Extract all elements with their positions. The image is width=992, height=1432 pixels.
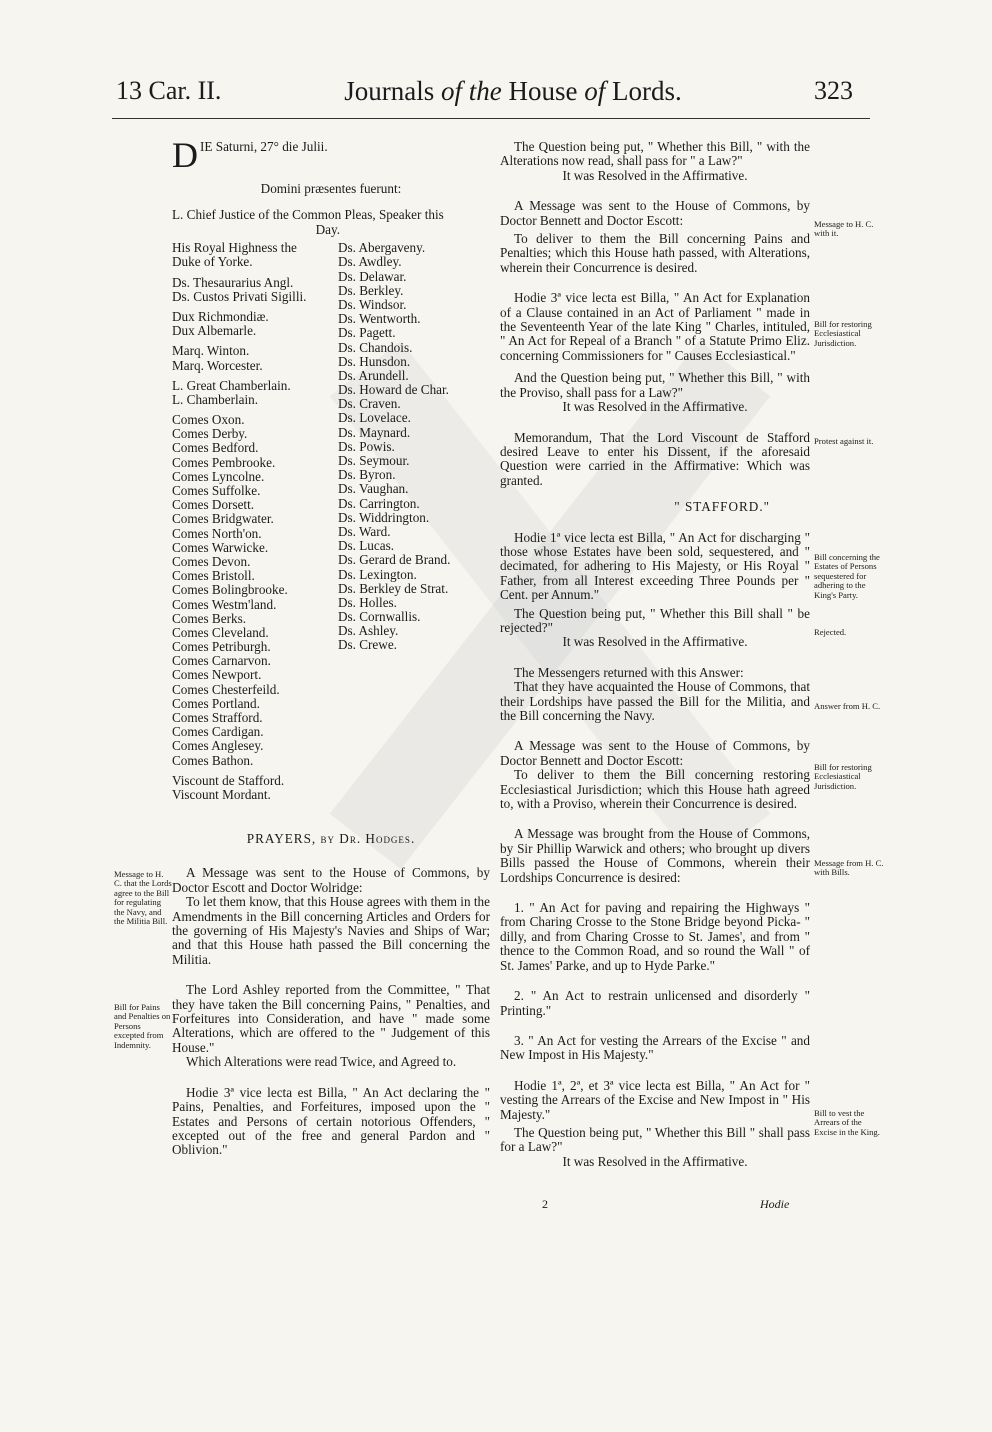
- paragraph: To deliver to them the Bill concerning restoring Ecclesiastical Jurisdiction; which this House hath agreed to, with a Proviso, wherein their Concurrence is desired.: [500, 767, 810, 812]
- paragraph: Hodie 3ª vice lecta est Billa, " An Act for Explanation of a Clause contained in an Act of Parliament " made in the Seventeenth Year of the late King " Charles, intituled, " An Act for Repeal of a Branch " of a Statute Primo Eliz. concerning Commissioners for " Causes Ecclesiastical.": [500, 290, 810, 363]
- lords-list-left: [172, 241, 338, 802]
- lord-name: Ds. Powis.: [338, 438, 395, 454]
- lord-name: Comes Berks.: [172, 610, 246, 626]
- page-header-title: [343, 76, 683, 107]
- lord-name: Ds. Hunsdon.: [338, 353, 411, 369]
- lord-name: Ds. Thesaurarius Angl.: [172, 274, 294, 290]
- lord-name: Comes Oxon.: [172, 412, 245, 428]
- lord-name: Comes Portland.: [172, 695, 260, 711]
- lord-name: Ds. Ward.: [338, 523, 391, 539]
- lord-name: Comes Strafford.: [172, 710, 263, 726]
- paragraph: That they have acquainted the House of Commons, that their Lordships have passed the Bill for the Militia, and the Bill concerning the Navy.: [500, 679, 810, 723]
- lord-name: Ds. Custos Privati Sigilli.: [172, 288, 307, 304]
- lord-name: Ds. Widdrington.: [338, 509, 430, 525]
- header-rule: [112, 118, 870, 119]
- page-header-left: 13 Car. II.: [116, 76, 222, 105]
- lord-name: Ds. Gerard de Brand.: [338, 552, 451, 568]
- date-line: [172, 135, 490, 175]
- lord-name: Ds. Ashley.: [338, 623, 399, 639]
- margin-note: Rejected.: [814, 627, 847, 637]
- lord-name: Ds. Vaughan.: [338, 481, 409, 497]
- lord-name: Comes Bathon.: [172, 752, 254, 768]
- lord-name: Comes Carnarvon.: [172, 653, 271, 669]
- paragraph: The Question being put, " Whether this Bill, " with the Alterations now read, shall pass for " a Law?": [500, 139, 810, 169]
- margin-note: Protest against it.: [814, 436, 874, 446]
- paragraph: To let them know, that this House agrees with them in the Amendments in the Bill concerning Articles and Orders for the governing of His Majesty's Navies and Ships of War; and that this House hath passed the Bill concerning the Militia.: [172, 894, 490, 967]
- paragraph: Hodie 1ª vice lecta est Billa, " An Act for discharging " those whose Estates have been sold, sequestered, and " decimated, for adhering to His Majesty, or His Royal " Father, from all Interest exceeding Three Pounds per " Cent. per Annum.": [500, 529, 810, 603]
- lord-name: Viscount de Stafford.: [172, 772, 285, 788]
- margin-note: Bill for Pains and Penalties on Persons excepted from Indemnity.: [114, 1002, 171, 1050]
- lord-name: Comes Suffolke.: [172, 483, 261, 499]
- paragraph: Which Alterations were read Twice, and Agreed to.: [186, 1054, 457, 1070]
- paragraph: Hodie 3ª vice lecta est Billa, " An Act declaring the " Pains, Penalties, and Forfeitures, imposed upon the " Estates and Persons of certain notorious Offenders, " excepted out of the free and general Pardon and " Oblivion.": [172, 1084, 490, 1158]
- lord-name: Dux Richmondiæ.: [172, 308, 269, 324]
- paragraph: 2. " An Act to restrain unlicensed and disorderly " Printing.": [500, 988, 810, 1018]
- lord-name: Marq. Winton.: [172, 343, 250, 359]
- present-heading: Domini præsentes fuerunt:: [260, 181, 402, 196]
- paragraph: The Lord Ashley reported from the Committee, " That they have taken the Bill concerning Pains, " Penalties, and Forfeitures into Consideration, and have " made some Alterations, which are offered to the " Judgement of this House.": [172, 982, 490, 1055]
- margin-note: Bill for restoring Ecclesiastical Jurisdiction.: [814, 319, 872, 348]
- lord-name: Viscount Mordant.: [172, 786, 271, 802]
- lords-list-right: [338, 241, 490, 802]
- lord-name: Comes Anglesey.: [172, 738, 264, 754]
- date-text: IE Saturni, 27° die Julii.: [200, 139, 328, 154]
- lord-name: Comes North'on.: [172, 525, 262, 541]
- lord-name: Comes Bolingbrooke.: [172, 582, 288, 598]
- margin-note: Answer from H. C.: [814, 701, 881, 711]
- prayers-heading: PRAYERS, by Dr. Hodges.: [246, 831, 416, 846]
- lord-name: Ds. Seymour.: [338, 453, 410, 469]
- lords-list: [172, 241, 490, 802]
- title-part: of the: [440, 76, 502, 106]
- paragraph: 3. " An Act for vesting the Arrears of the Excise " and New Impost in His Majesty.": [500, 1032, 810, 1063]
- lord-name: Ds. Craven.: [338, 396, 401, 412]
- lord-name: Ds. Lexington.: [338, 566, 417, 582]
- resolution: It was Resolved in the Affirmative.: [562, 634, 748, 650]
- lord-name: His Royal Highness the: [172, 240, 297, 256]
- margin-note: Bill concerning the Estates of Persons sequestered for adhering to the King's Party.: [814, 552, 880, 600]
- lord-name: Comes Lyncolne.: [172, 468, 265, 484]
- catchword: Hodie: [760, 1197, 790, 1211]
- speaker-day: Day.: [315, 221, 340, 237]
- paragraph: Hodie 1ª, 2ª, et 3ª vice lecta est Billa, " An Act for " vesting the Arrears of the Excise and New Impost in " His Majesty.": [500, 1077, 810, 1122]
- lord-name: Comes Pembrooke.: [172, 454, 276, 470]
- signature: " STAFFORD.": [674, 499, 770, 515]
- dropcap: D: [172, 135, 198, 175]
- lord-name: Dux Albemarle.: [172, 323, 257, 339]
- lord-name: Duke of Yorke.: [172, 254, 253, 270]
- signature-mark: 2: [542, 1197, 548, 1211]
- margin-note: Bill to vest the Arrears of the Excise in the King.: [814, 1108, 880, 1137]
- paragraph: 1. " An Act for paving and repairing the Highways " from Charing Crosse to the Stone Bridge beyond Picka- " dilly, and from Charing Crosse to St. James', and from " thence to the Common Road, and so round the Wall " of St. James' Parke, and up to Hyde Parke.": [500, 900, 810, 973]
- lord-name: L. Chamberlain.: [172, 391, 259, 407]
- lord-name: Ds. Windsor.: [338, 296, 407, 312]
- lord-name: Comes Bedford.: [172, 440, 259, 456]
- paragraph: Memorandum, That the Lord Viscount de Stafford desired Leave to enter his Dissent, if the aforesaid Question were carried in the Affirmative: Which was granted.: [500, 429, 810, 488]
- lord-name: Ds. Awdley.: [338, 254, 402, 270]
- lord-name: Ds. Byron.: [338, 467, 396, 483]
- resolution: It was Resolved in the Affirmative.: [562, 1153, 748, 1169]
- paragraph: A Message was brought from the House of Commons, by Sir Phillip Warwick and others; who brought up divers Bills passed the House of Commons, wherein their Lordships Concurrence is desired:: [500, 826, 810, 885]
- paragraph: And the Question being put, " Whether this Bill, " with the Proviso, shall pass for a Law?": [500, 370, 810, 400]
- resolution: It was Resolved in the Affirmative.: [562, 167, 748, 183]
- lord-name: Ds. Abergaveny.: [338, 240, 426, 256]
- lord-name: Ds. Carrington.: [338, 495, 420, 511]
- lord-name: Comes Bridgwater.: [172, 511, 274, 527]
- lord-name: Ds. Crewe.: [338, 637, 397, 653]
- lord-name: Comes Newport.: [172, 667, 262, 683]
- title-part: Lords.: [605, 76, 682, 106]
- title-part: of: [584, 76, 606, 106]
- lord-name: Marq. Worcester.: [172, 357, 263, 373]
- lord-name: Ds. Maynard.: [338, 424, 411, 440]
- paragraph: A Message was sent to the House of Commons, by Doctor Bennett and Doctor Escott:: [500, 198, 810, 228]
- lord-name: Ds. Chandois.: [338, 339, 413, 355]
- lord-name: Comes Warwicke.: [172, 539, 269, 555]
- lord-name: Ds. Berkley.: [338, 282, 404, 298]
- right-column: [500, 140, 810, 1169]
- lord-name: Ds. Arundell.: [338, 367, 409, 383]
- paragraph: The Question being put, " Whether this Bill shall " be rejected?": [500, 605, 810, 635]
- lord-name: Comes Chesterfeild.: [172, 681, 280, 697]
- lord-name: Ds. Delawar.: [338, 268, 407, 284]
- lord-name: Ds. Cornwallis.: [338, 609, 421, 625]
- page-number: 323: [814, 76, 853, 105]
- resolution: It was Resolved in the Affirmative.: [562, 399, 748, 415]
- lord-name: Comes Bristoll.: [172, 568, 255, 584]
- left-column: [172, 135, 490, 802]
- margin-note: Message to H. C. with it.: [814, 219, 874, 239]
- margin-note: Message from H. C. with Bills.: [814, 858, 884, 878]
- speaker-line: L. Chief Justice of the Common Pleas, Speaker this: [172, 207, 444, 223]
- paragraph: The Messengers returned with this Answer:: [514, 664, 744, 680]
- lord-name: Comes Westm'land.: [172, 596, 277, 612]
- margin-note: Bill for restoring Ecclesiastical Jurisdiction.: [814, 762, 872, 791]
- lord-name: Comes Derby.: [172, 426, 248, 442]
- lord-name: Comes Dorsett.: [172, 497, 255, 513]
- paragraph: To deliver to them the Bill concerning Pains and Penalties; which this House hath passed, with Alterations, wherein their Concurrence is desired.: [500, 231, 810, 275]
- lord-name: Ds. Lucas.: [338, 538, 395, 554]
- paragraph: The Question being put, " Whether this Bill " shall pass for a Law?": [500, 1124, 810, 1155]
- lord-name: Ds. Howard de Char.: [338, 382, 449, 398]
- paragraph: A Message was sent to the House of Commons, by Doctor Escott and Doctor Wolridge:: [172, 865, 490, 895]
- paragraph: A Message was sent to the House of Commons, by Doctor Bennett and Doctor Escott:: [500, 738, 810, 768]
- margin-note: Message to H. C. that the Lords agree to the Bill for regulating the Navy, and the Militia Bill.: [114, 869, 172, 927]
- title-part: Journals: [344, 76, 441, 106]
- lord-name: Comes Cardigan.: [172, 724, 264, 740]
- lord-name: Ds. Pagett.: [338, 325, 396, 341]
- lord-name: Comes Devon.: [172, 553, 251, 569]
- lord-name: Ds. Wentworth.: [338, 311, 421, 327]
- lord-name: L. Great Chamberlain.: [172, 377, 291, 393]
- lord-name: Comes Petriburgh.: [172, 639, 271, 655]
- title-part: House: [501, 76, 585, 106]
- lord-name: Ds. Holles.: [338, 594, 397, 610]
- lord-name: Comes Cleveland.: [172, 624, 269, 640]
- lord-name: Ds. Lovelace.: [338, 410, 411, 426]
- lord-name: Ds. Berkley de Strat.: [338, 580, 449, 596]
- left-column-lower: [172, 832, 490, 1158]
